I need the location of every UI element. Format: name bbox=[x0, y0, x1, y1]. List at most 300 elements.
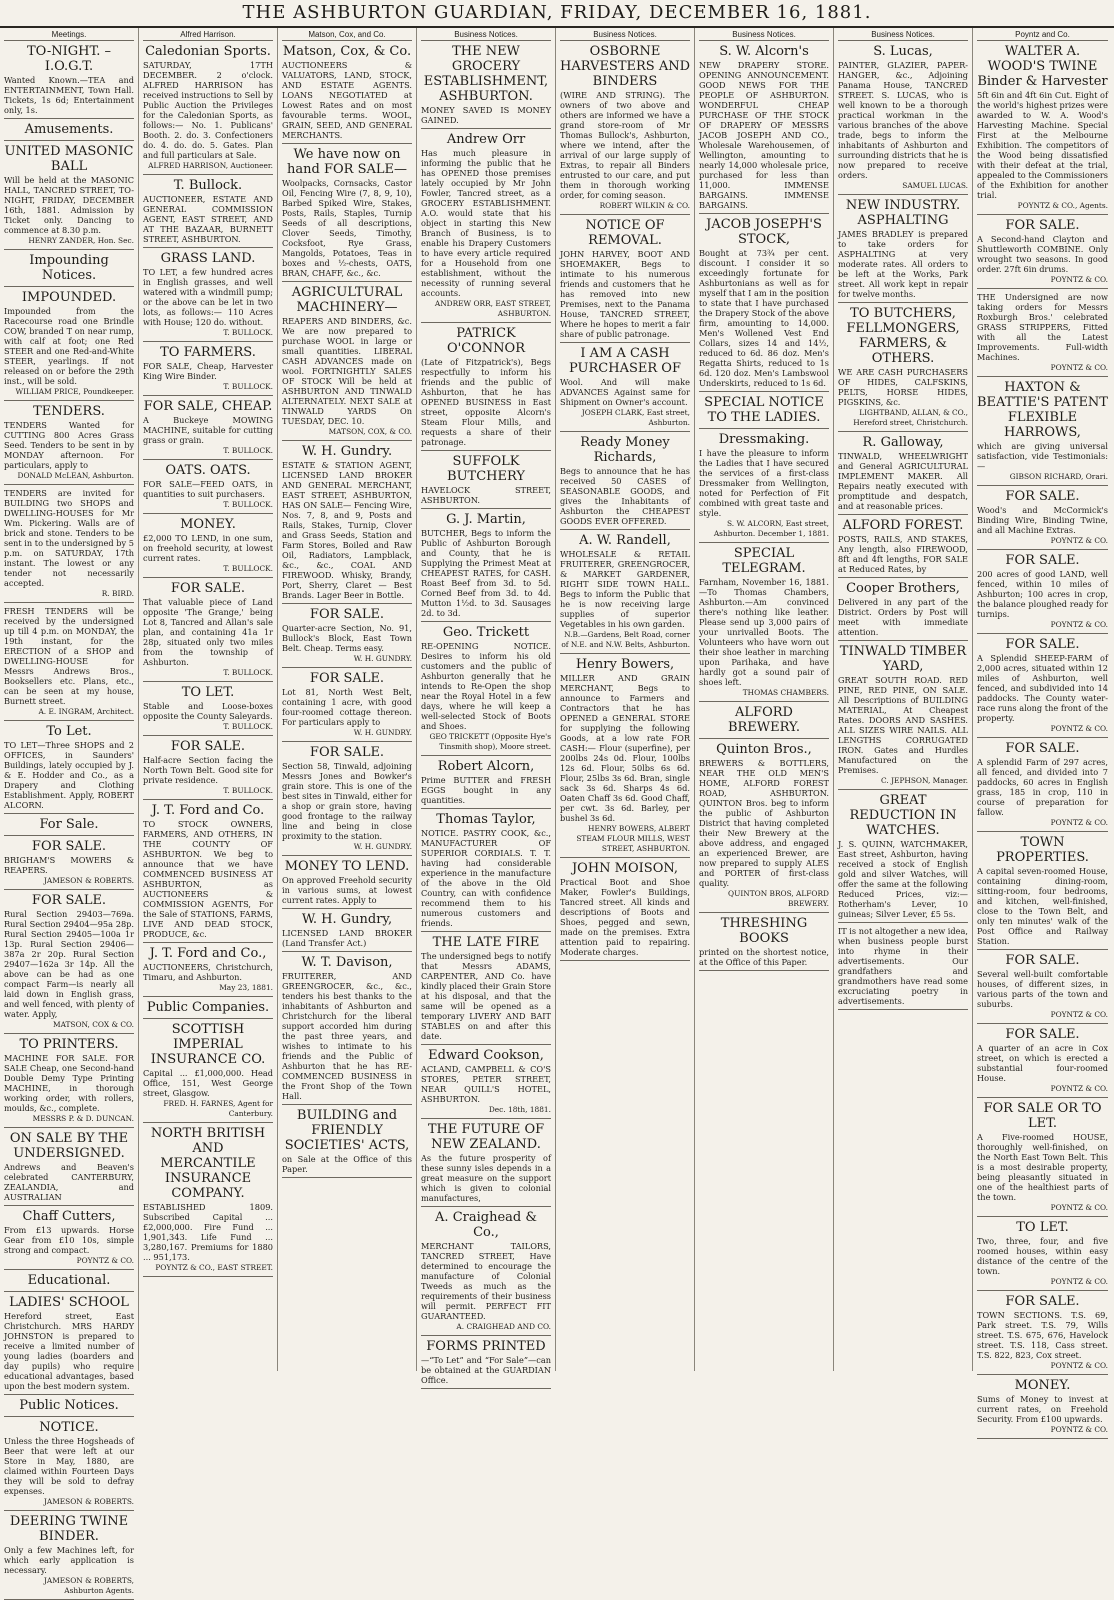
advertisement bbox=[560, 861, 690, 961]
advertisement bbox=[699, 546, 829, 702]
ad-divider bbox=[282, 1104, 412, 1105]
advertisement bbox=[282, 955, 412, 1105]
advertisement bbox=[838, 793, 968, 923]
advertisement bbox=[4, 893, 134, 1034]
ad-title: TO BUTCHERS, FELLMONGERS, FARMERS, & OTHERS. bbox=[846, 306, 960, 366]
column-heading: Matson, Cox, and Co. bbox=[282, 30, 412, 41]
column-heading: Poyntz and Co. bbox=[977, 30, 1108, 41]
advertisement bbox=[282, 607, 412, 668]
ad-body: 5ft 6in and 4ft 6in Cut. Eight of the world's highest prizes were awarded to W. A. Wood's Harvesting Machine. Special First at the Melbourne Exhibition. The competitors of the Wood being dissatisfied with their defeat at the trial, appealed to the Commissioners of the Exhibition for another trial. bbox=[977, 90, 1108, 200]
ad-body: GREAT SOUTH ROAD. RED PINE, RED PINE, ON SALE. All Descriptions of BUILDING MATERIAL, At Cheapest Rates. DOORS AND SASHES. ALL SIZES WIRE NAILS. ALL LENGTHS CORRUGATED IRON. Gates and Hurdles Manufactured on the Premises. bbox=[838, 675, 968, 775]
ad-body: Has much pleasure in informing the public that he has OPENED those premises lately occupied by Mr John Fowler, Tancred street, as a GROCERY ESTABLISHMENT. A.O. would state that his object in starting this New Branch of Business, is to enable his Drapery Customers to have every article required for a Household from one establishment, without the necessity of running several accounts. bbox=[421, 148, 551, 298]
ad-divider bbox=[560, 857, 690, 858]
ad-signature: QUINTON BROS, ALFORD BREWERY. bbox=[728, 889, 829, 908]
ad-divider bbox=[421, 808, 551, 809]
ad-title: FOR SALE, CHEAP. bbox=[143, 399, 273, 414]
ad-body: A Buckeye MOWING MACHINE, suitable for cutting grass or grain. bbox=[143, 415, 273, 445]
advertisement bbox=[977, 292, 1108, 377]
ad-body: FOR SALE—FEED OATS, in quantities to suit purchasers. bbox=[143, 479, 273, 499]
ad-title: FOR SALE. bbox=[170, 581, 246, 596]
advertisement bbox=[699, 705, 829, 739]
ad-signature: S. W. ALCORN, East street, Ashburton. December 1, 1881. bbox=[713, 519, 829, 538]
ad-signature: W. H. GUNDRY. bbox=[353, 842, 412, 851]
ad-body: TENDERS Wanted for CUTTING 800 Acres Grass Seed. Tenders to be sent in by MONDAY afternoon. For particulars, apply to bbox=[4, 420, 134, 470]
advertisement bbox=[699, 432, 829, 543]
ad-signature: T. BULLOCK. bbox=[223, 786, 273, 795]
ad-signature: T. BULLOCK. bbox=[223, 500, 273, 509]
ad-divider bbox=[282, 951, 412, 952]
ad-title: TO FARMERS. bbox=[160, 345, 256, 360]
ad-divider bbox=[421, 1044, 551, 1045]
ad-title: Andrew Orr bbox=[446, 132, 526, 147]
ad-body: JAMES BRADLEY is prepared to take orders for ASPHALTING at very moderate rates. All orders to be left at the Works, Park street. All work kept in repair for twelve months. bbox=[838, 229, 968, 299]
ad-body: From £13 upwards. Horse Gear from £10 10s, simple strong and compact. bbox=[4, 1225, 134, 1255]
ad-body: Hereford street, East Christchurch. MRS HARDY JOHNSTON is prepared to receive a limited number of young ladies (boarders and day pupils) who require educational advantages, based upon the best modern system. bbox=[4, 1311, 134, 1391]
ad-divider bbox=[4, 835, 134, 836]
ad-signature: POYNTZ & CO. bbox=[1050, 620, 1108, 629]
advertisement bbox=[421, 759, 551, 809]
ad-body: The undersigned begs to notify that Messrs ADAMS, CARPENTER, AND Co. have kindly placed their Grain Store at his disposal, and that the same will be opened as a temporary LIVERY AND BAIT STABLES on and after this date. bbox=[421, 951, 551, 1041]
ad-title: A. Craighead & Co., bbox=[435, 1210, 537, 1240]
ad-title: THE NEW GROCERY ESTABLISHMENT, ASHBURTON. bbox=[423, 44, 549, 104]
ad-title: I AM A CASH PURCHASER OF bbox=[569, 346, 681, 376]
ad-divider bbox=[977, 214, 1108, 215]
ad-title: R. Galloway, bbox=[862, 435, 944, 450]
advertisement bbox=[143, 345, 273, 396]
ad-title: Geo. Trickett bbox=[442, 625, 530, 640]
ad-body: That valuable piece of Land opposite 'The Grange,' being Lot 8, Tancred and Allan's sale plan, and containing 41a 1r 28p, situated only two miles from the township of Ashburton. bbox=[143, 597, 273, 667]
ad-signature: ROBERT WILKIN & CO. bbox=[599, 201, 690, 210]
advertisement bbox=[421, 1122, 551, 1207]
advertisement bbox=[143, 739, 273, 800]
ad-title: To Let. bbox=[46, 724, 92, 739]
ad-body: (Late of Fitzpatrick's), Begs respectfully to inform his friends and the public of Ashburton, that he has OPENED BUSINESS in East street, opposite Alcorn's Steam Flour Mills, and requests a share of their patronage. bbox=[421, 357, 551, 447]
ad-body: Begs to announce that he has received 50 CASES of SEASONABLE GOODS, and gives the Inhabitants of Ashburton the CHEAPEST GOODS EVER OFFERED. bbox=[560, 466, 690, 526]
ad-body: THE Undersigned are now taking orders for Messrs Roxburgh Bros.' celebrated GRASS STRIPPERS, Fitted with all the Latest Improvements. Full-width Machines. bbox=[977, 292, 1108, 362]
ad-signature: R. BIRD. bbox=[101, 589, 134, 598]
ad-title: OATS. OATS. bbox=[165, 463, 251, 478]
ad-signature: POYNTZ & CO. bbox=[1050, 536, 1108, 545]
ad-title: JOHN MOISON, bbox=[571, 861, 679, 876]
ad-divider bbox=[143, 174, 273, 175]
ad-signature: JOSEPH CLARK, East street, Ashburton. bbox=[581, 408, 690, 427]
ad-title: FOR SALE. bbox=[1005, 218, 1080, 233]
ad-title: SPECIAL TELEGRAM. bbox=[722, 546, 806, 576]
ad-divider bbox=[421, 1206, 551, 1207]
advertisement bbox=[699, 916, 829, 971]
ad-divider bbox=[421, 755, 551, 756]
ad-divider bbox=[977, 1216, 1108, 1217]
ad-body: A capital seven-roomed House, containing dining-room, sitting-room, four bedrooms, and kitchen, well-finished, close to the Town Belt, and only ten minutes' walk of the Post Office and Railway Station. bbox=[977, 866, 1108, 946]
ad-title: MONEY. bbox=[1014, 1378, 1071, 1393]
ad-divider bbox=[143, 1018, 273, 1019]
advertisement bbox=[977, 1294, 1108, 1375]
ad-title: MONEY. bbox=[180, 517, 236, 532]
column-heading: Business Notices. bbox=[838, 30, 968, 41]
ad-signature: WILLIAM PRICE, Poundkeeper. bbox=[15, 387, 134, 396]
ad-divider bbox=[4, 720, 134, 721]
ad-title: FOR SALE. bbox=[309, 607, 385, 622]
ad-body: MACHINE FOR SALE. FOR SALE Cheap, one Second-hand Double Demy Type Printing MACHINE, in thorough working order, with rollers, moulds, &c., complete. bbox=[4, 1053, 134, 1113]
advertisement bbox=[4, 44, 134, 119]
ad-title: TENDERS. bbox=[33, 404, 105, 419]
ad-divider bbox=[143, 942, 273, 943]
ad-body: on Sale at the Office of this Paper. bbox=[282, 1154, 412, 1174]
ad-title: UNITED MASONIC BALL bbox=[4, 144, 134, 174]
ad-divider bbox=[699, 912, 829, 913]
ad-title: ON SALE BY THE UNDERSIGNED. bbox=[9, 1131, 129, 1161]
ad-signature: GEO TRICKETT (Opposite Hye's Tinsmith shop), Moore street. bbox=[429, 732, 551, 751]
ad-signature: May 23, 1881. bbox=[219, 983, 273, 992]
advertisement bbox=[699, 395, 829, 429]
advertisement bbox=[421, 1048, 551, 1119]
ad-title: W. H. Gundry, bbox=[301, 912, 393, 927]
advertisement bbox=[838, 44, 968, 195]
ad-title: Thomas Taylor, bbox=[436, 812, 536, 827]
advertisement bbox=[4, 404, 134, 485]
ad-title: TO PRINTERS. bbox=[19, 1037, 119, 1052]
ad-body: Lot 81, North West Belt, containing 1 acre, with good four-roomed cottage thereon. For particulars apply to bbox=[282, 687, 412, 727]
ad-body: MERCHANT TAILORS, TANCRED STREET, Have determined to encourage the manufacture of Colonial Tweeds as much as the requirements of their business will permit. PERFECT FIT GUARANTEED. bbox=[421, 1241, 551, 1321]
advertisement bbox=[282, 859, 412, 909]
ad-title: SUFFOLK BUTCHERY bbox=[447, 454, 525, 484]
advertisement bbox=[977, 380, 1108, 486]
ad-body: FRESH TENDERS will be received by the undersigned up till 4 p.m. on MONDAY, the 19th instant, for the ERECTION of a SHOP and DWELLING-HOUSE for Messrs Andrews Bros., Booksellers etc. Plans, etc., can be seen at my house, Burnett street. bbox=[4, 606, 134, 706]
ad-body: WHOLESALE & RETAIL FRUITERER, GREENGROCER, & MARKET GARDENER, RIGHT SIDE TOWN HALL. Begs to inform the Public that he is now receiving large supplies of superior Vegetables in his own garden. bbox=[560, 549, 690, 629]
advertisement bbox=[421, 1339, 551, 1389]
ad-body: FRUITERER, AND GREENGROCER, &c., &c., tenders his best thanks to the inhabitants of Ashburton and Christchurch for the liberal support accorded him during the past three years, and wishes to intimate to his friends and the Public of Ashburton that he has RE-COMMENCED BUSINESS in the Front Shop of the Town Hall. bbox=[282, 971, 412, 1101]
ad-divider bbox=[282, 440, 412, 441]
advertisement bbox=[143, 463, 273, 514]
ad-signature: ALFRED HARRISON, Auctioneer. bbox=[148, 161, 273, 170]
ad-divider bbox=[838, 640, 968, 641]
ad-body: Wool. And will make ADVANCES Against same for Shipment on Owner's account. bbox=[560, 377, 690, 407]
advertisement bbox=[977, 637, 1108, 738]
ad-title: Ready Money Richards, bbox=[580, 435, 670, 465]
ad-signature: GIBSON RICHARD, Orari. bbox=[1009, 472, 1108, 481]
ad-signature: Dec. 18th, 1881. bbox=[488, 1105, 551, 1114]
ad-divider bbox=[282, 855, 412, 856]
ad-title: Amusements. bbox=[24, 122, 114, 137]
ad-body: FOR SALE, Cheap, Harvester King Wire Binder. bbox=[143, 361, 273, 381]
advertisement bbox=[838, 198, 968, 303]
ad-divider bbox=[560, 653, 690, 654]
ad-title: J. T. Ford and Co., bbox=[149, 946, 267, 961]
ad-body: Andrews and Beaven's celebrated CANTERBURY, ZEALANDIA, and AUSTRALIAN bbox=[4, 1162, 134, 1202]
ad-title: THE LATE FIRE bbox=[432, 935, 540, 950]
advertisement bbox=[838, 581, 968, 641]
advertisement bbox=[4, 1514, 134, 1600]
ad-signature: T. BULLOCK. bbox=[223, 446, 273, 455]
ad-body: Unless the three Hogsheads of Beer that were left at our Store in May, 1880, are claimed within Fourteen Days they will be sold to defray expenses. bbox=[4, 1436, 134, 1496]
ad-body: REAPERS AND BINDERS, &c. We are now prepared to purchase WOOL in large or small quantities. LIBERAL CASH ADVANCES made on wool. FORTNIGHTLY SALES OF STOCK Will be held at ASHBURTON AND TINWALD ALTERNATELY. NEXT SALE at TINWALD YARDS On TUESDAY, DEC. 10. bbox=[282, 316, 412, 426]
ad-body: (WIRE AND STRING). The owners of two above and others are informed we have a grand store-room of Mr Thomas Bullock's, Ashburton, where we intend, after the arrival of our large supply of Extras, to repair all Binders entrusted to our care, and put them in thorough working order, for coming season. bbox=[560, 90, 690, 200]
columns bbox=[0, 28, 1114, 1595]
ad-title: Henry Bowers, bbox=[575, 657, 675, 672]
ad-body: BRIGHAM'S MOWERS & REAPERS. bbox=[4, 855, 134, 875]
ad-signature: POYNTZ & CO. bbox=[1050, 1277, 1108, 1286]
advertisement bbox=[4, 488, 134, 603]
ad-divider bbox=[4, 1205, 134, 1206]
ad-title: Edward Cookson, bbox=[428, 1048, 544, 1063]
ad-body: —“To Let” and “For Sale”—can be obtained at the GUARDIAN Office. bbox=[421, 1355, 551, 1385]
ad-signature: LIGHTBAND, ALLAN, & CO., Hereford street, Christchurch. bbox=[853, 408, 968, 427]
ad-divider bbox=[977, 1097, 1108, 1098]
ad-title: THE FUTURE OF NEW ZEALAND. bbox=[427, 1122, 545, 1152]
advertisement bbox=[143, 1022, 273, 1123]
ad-signature: T. BULLOCK. bbox=[223, 722, 273, 731]
ad-divider bbox=[282, 741, 412, 742]
advertisement bbox=[560, 218, 690, 343]
ad-divider bbox=[838, 194, 968, 195]
ad-title: Matson, Cox, & Co. bbox=[282, 44, 412, 59]
ad-title: LADIES' SCHOOL bbox=[9, 1295, 129, 1310]
ad-body: Several well-built comfortable houses, of different sizes, in various parts of the town and suburbs. bbox=[977, 969, 1108, 1009]
ad-divider bbox=[560, 431, 690, 432]
ad-body: £2,000 TO LEND, in one sum, on freehold security, at lowest current rates. bbox=[143, 533, 273, 563]
ad-divider bbox=[977, 1023, 1108, 1024]
column-4 bbox=[417, 28, 556, 1385]
column-3 bbox=[278, 28, 417, 1371]
advertisement bbox=[282, 147, 412, 282]
ad-title: NOTICE. bbox=[39, 1420, 99, 1435]
ad-title: FOR SALE. bbox=[1005, 553, 1080, 568]
ad-body: NOTICE. PASTRY COOK, &c., MANUFACTURER OF SUPERIOR CORDIALS. T. T. having had considerable experience in the manufacture of the above in the Old Country, can with confidence recommend them to his numerous customers and friends. bbox=[421, 828, 551, 928]
advertisement bbox=[977, 489, 1108, 550]
ad-divider bbox=[282, 281, 412, 282]
ad-signature: POYNTZ & CO. bbox=[1050, 1425, 1108, 1434]
ad-divider bbox=[838, 514, 968, 515]
advertisement bbox=[560, 657, 690, 858]
ad-divider bbox=[421, 931, 551, 932]
ad-body: WE ARE CASH PURCHASERS OF HIDES, CALFSKINS, PELTS, HORSE HIDES, PIGSKINS, &c. bbox=[838, 367, 968, 407]
ad-body: which are giving universal satisfaction, vide Testimonials:— bbox=[977, 441, 1108, 471]
ad-body: Only a few Machines left, for which early application is necessary. bbox=[4, 1545, 134, 1575]
ad-body: Wanted Known.—TEA and ENTERTAINMENT, Town Hall. Tickets, 1s 6d; Entertainment only, 1s. bbox=[4, 75, 134, 115]
advertisement bbox=[699, 44, 829, 214]
ad-signature: T. BULLOCK. bbox=[223, 564, 273, 573]
ad-divider bbox=[699, 213, 829, 214]
ad-title: Chaff Cutters, bbox=[22, 1209, 116, 1224]
ad-title: S. Lucas, bbox=[873, 44, 933, 59]
ad-signature: FRED. H. FARNES, Agent for Canterbury. bbox=[163, 1099, 273, 1118]
ad-divider bbox=[4, 1510, 134, 1511]
ad-body: Bought at 73¾ per cent. discount. I consider it so exceedingly fortunate for Ashburtonians as well as for myself that I am in the position to state that I have purchased the Drapery Stock of the above firm, amounting to 14,000. Men's Wollened Vest End Collars, sizes 14 and 14½, reduced to 6d. 86 doz. Men's Regatta Shirts, reduced to 1s 6d. 120 doz. Men's Lambswool Underskirts, reduced to 1s 6d. bbox=[699, 248, 829, 388]
ad-body: TO LET—Three SHOPS and 2 OFFICES, in Saunders' Buildings, lately occupied by J. & E. Hodder and Co., as a Drapery and Clothing Establishment. Apply, ROBERT ALCORN. bbox=[4, 740, 134, 810]
ad-body: As the future prosperity of these sunny isles depends in a great measure on the support which is given to colonial manufactures, bbox=[421, 1153, 551, 1203]
advertisement bbox=[977, 1220, 1108, 1291]
ad-body: AUCTIONEERS & VALUATORS, LAND, STOCK, AND ESTATE AGENTS. LOANS NEGOTIATED at Lowest Rates and on most favourable terms. WOOL, GRAIN, SEED, AND GENERAL MERCHANTS. bbox=[282, 60, 412, 140]
ad-divider bbox=[143, 459, 273, 460]
ad-title: Dressmaking. bbox=[718, 432, 810, 447]
ad-body: NEW DRAPERY STORE. OPENING ANNOUNCEMENT. GOOD NEWS FOR THE PEOPLE OF ASHBURTON. WONDERFUL CHEAP PURCHASE OF THE STOCK OF DRAPERY OF MESSRS JACOB JOSEPH AND CO., Wholesale Warehousemen, of Wellington, amounting to nearly 14,000 wholesale price, purchased for less than 11,000. IMMENSE BARGAINS. IMMENSE BARGAINS. bbox=[699, 60, 829, 210]
ad-divider bbox=[977, 485, 1108, 486]
ad-signature: A. E. INGRAM, Architect. bbox=[38, 707, 134, 716]
ad-divider bbox=[838, 431, 968, 432]
advertisement bbox=[4, 290, 134, 401]
ad-signature: ANDREW ORR, EAST STREET, ASHBURTON. bbox=[434, 299, 551, 318]
ad-divider bbox=[421, 1118, 551, 1119]
ad-title: FOR SALE. bbox=[309, 745, 385, 760]
advertisement bbox=[421, 812, 551, 932]
ad-divider bbox=[143, 395, 273, 396]
advertisement bbox=[560, 533, 690, 654]
ad-title: J. T. Ford and Co. bbox=[151, 803, 265, 818]
ad-title: FOR SALE. bbox=[1005, 489, 1080, 504]
ad-divider bbox=[143, 513, 273, 514]
ad-signature: JAMESON & ROBERTS. bbox=[43, 1497, 134, 1506]
advertisement bbox=[4, 724, 134, 814]
ad-divider bbox=[838, 302, 968, 303]
ad-title: Educational. bbox=[27, 1273, 111, 1288]
ad-divider bbox=[4, 889, 134, 890]
ad-divider bbox=[4, 1269, 134, 1270]
ad-body: TO LET, a few hundred acres in English grasses, and well watered with a windmill pump; or the above can be let in two lots, as follows:— 110 Acres with House; 120 do. without. bbox=[143, 267, 273, 327]
advertisement bbox=[977, 1378, 1108, 1439]
ad-divider bbox=[143, 1122, 273, 1123]
advertisement bbox=[4, 839, 134, 890]
advertisement bbox=[838, 435, 968, 515]
ad-divider bbox=[699, 428, 829, 429]
ad-title: THRESHING BOOKS bbox=[720, 916, 808, 946]
ad-signature: THOMAS CHAMBERS. bbox=[742, 688, 829, 697]
ad-body: 200 acres of good LAND, well fenced, within 10 miles of Ashburton; 100 acres in crop, the balance ploughed ready for turnips. bbox=[977, 569, 1108, 619]
ad-divider bbox=[4, 484, 134, 485]
ad-body: ACLAND, CAMPBELL & CO'S STORES, PETER STREET, NEAR QUILL'S HOTEL, ASHBURTON. bbox=[421, 1064, 551, 1104]
advertisement bbox=[143, 1000, 273, 1019]
ad-body: TOWN SECTIONS. T.S. 69, Park street. T.S. 79, Wills street. T.S. 675, 676, Havelock street. T.S. 118, Cass street. T.S. 822, 823, Cox street. bbox=[977, 1310, 1108, 1360]
advertisement bbox=[421, 454, 551, 509]
ad-body: RE-OPENING NOTICE. Desires to inform his old customers and the public of Ashburton generally that he intends to Re-Open the shop near the Royal Hotel in a few days, where he will keep a well-selected Stock of Boots and Shoes. bbox=[421, 641, 551, 731]
ad-body: Sums of Money to invest at current rates, on Freehold Security. From £100 upwards. bbox=[977, 1394, 1108, 1424]
ad-divider bbox=[4, 118, 134, 119]
ad-body: Capital ... £1,000,000. Head Office, 151, West George street, Glasgow. bbox=[143, 1068, 273, 1098]
advertisement bbox=[838, 644, 968, 790]
ad-divider bbox=[143, 247, 273, 248]
ad-divider bbox=[282, 908, 412, 909]
ad-signature: HENRY ZANDER, Hon. Sec. bbox=[28, 236, 134, 245]
ad-divider bbox=[699, 391, 829, 392]
ad-body: TO STOCK OWNERS, FARMERS, AND OTHERS, IN THE COUNTY OF ASHBURTON. We beg to announce that we have COMMENCED BUSINESS AT ASHBURTON, as AUCTIONEERS & COMMISSION AGENTS, For the Sale of STATIONS, FARMS, LIVE AND DEAD STOCK, PRODUCE, &c. bbox=[143, 819, 273, 939]
advertisement bbox=[4, 1420, 134, 1511]
advertisement bbox=[4, 1131, 134, 1206]
ad-divider bbox=[977, 1290, 1108, 1291]
advertisement bbox=[4, 1273, 134, 1292]
advertisement bbox=[977, 1101, 1108, 1217]
advertisement bbox=[421, 326, 551, 451]
ad-body: A Second-hand Clayton and Shuttleworth COMBINE. Only wrought two seasons. In good order. 27ft 6in drums. bbox=[977, 234, 1108, 274]
advertisement bbox=[421, 512, 551, 622]
ad-body: Woolpacks, Cornsacks, Castor Oil, Fencing Wire (7, 8, 9, 10), Barbed Spiked Wire, Stakes, Posts, Rails, Staples, Turnip Seeds of all descriptions, Clover Seeds, Timothy, Cocksfoot, Rye Grass, Mangolds, Potatoes, Teas in boxes and ½-chests, OATS, BRAN, CHAFF, &c., &c. bbox=[282, 178, 412, 278]
advertisement bbox=[699, 217, 829, 392]
ad-body: POSTS, RAILS, AND STAKES, Any length, also FIREWOOD, 8ft and 4ft lengths, FOR SALE at Reduced Rates, by bbox=[838, 534, 968, 574]
ad-body: Quarter-acre Section, No. 91, Bullock's Block, East Town Belt. Cheap. Terms easy. bbox=[282, 623, 412, 653]
ad-divider bbox=[838, 577, 968, 578]
ad-body: TINWALD, WHEELWRIGHT and General AGRICULTURAL IMPLEMENT MAKER. All Repairs neatly executed with promptitude and despatch, and at reasonable prices. bbox=[838, 451, 968, 511]
ad-title: NEW INDUSTRY. ASPHALTING bbox=[845, 198, 961, 228]
ad-divider bbox=[977, 737, 1108, 738]
ad-divider bbox=[699, 738, 829, 739]
ad-signature: POYNTZ & CO. bbox=[1050, 818, 1108, 827]
ad-divider bbox=[143, 681, 273, 682]
ad-signature: MESSRS P. & D. DUNCAN. bbox=[32, 1114, 134, 1123]
ad-title: MONEY TO LEND. bbox=[284, 859, 410, 874]
ad-divider bbox=[4, 1416, 134, 1417]
ad-title: Cooper Brothers, bbox=[846, 581, 960, 596]
masthead: THE ASHBURTON GUARDIAN, FRIDAY, DECEMBER 16, 1881. bbox=[0, 0, 1114, 28]
ad-title: W. H. Gundry. bbox=[301, 444, 393, 459]
ad-signature: POYNTZ & CO. bbox=[1050, 1361, 1108, 1370]
advertisement bbox=[977, 953, 1108, 1024]
ad-signature: N.B.—Gardens, Belt Road, corner of N.E. and N.W. Belts, Ashburton. bbox=[561, 630, 690, 649]
advertisement bbox=[282, 912, 412, 952]
ad-divider bbox=[4, 140, 134, 141]
ad-divider bbox=[4, 1394, 134, 1395]
advertisement bbox=[143, 581, 273, 682]
ad-body: AUCTIONEERS, Christchurch, Timaru, and Ashburton. bbox=[143, 962, 273, 982]
ad-title: FOR SALE OR TO LET. bbox=[983, 1101, 1102, 1131]
ad-divider bbox=[143, 735, 273, 736]
advertisement bbox=[977, 218, 1108, 289]
ad-body: J. S. QUINN, WATCHMAKER, East street, Ashburton, having received a stock of English gold and silver Watches, will offer the same at the following Reduced Prices, viz:— Rotherham's Lever, 10 guineas; Silver Lever, £5 5s. bbox=[838, 839, 968, 919]
advertisement bbox=[4, 253, 134, 287]
ad-signature: POYNTZ & CO., Agents. bbox=[1017, 201, 1108, 210]
advertisement bbox=[421, 935, 551, 1045]
ad-divider bbox=[143, 577, 273, 578]
ad-body: Impounded from the Racecourse road one Brindle COW, branded T on near rump, with calf at foot; one Red STEER and one Red-and-White STEER, yearlings. If not released on or before the 29th inst., will be sold. bbox=[4, 306, 134, 386]
ad-signature: JAMESON & ROBERTS. bbox=[43, 876, 134, 885]
ad-title: FOR SALE. bbox=[1005, 741, 1080, 756]
ad-divider bbox=[282, 1177, 412, 1178]
ad-body: BUTCHER, Begs to inform the Public of Ashburton Borough and County, that he is Supplying the Primest Meat at CHEAPEST RATES, for CASH. Roast Beef from 3d. to 5d. Corned Beef from 3d. to 4d. Mutton 1½d. to 3d. Sausages 2d. to 3d. bbox=[421, 528, 551, 618]
ad-signature: T. BULLOCK. bbox=[223, 382, 273, 391]
ad-title: Impounding Notices. bbox=[29, 253, 109, 283]
column-6 bbox=[695, 28, 834, 1371]
ad-divider bbox=[699, 701, 829, 702]
ad-signature: T. BULLOCK. bbox=[223, 668, 273, 677]
ad-signature: T. BULLOCK. bbox=[223, 328, 273, 337]
advertisement bbox=[838, 926, 968, 1010]
ad-divider bbox=[699, 970, 829, 971]
ad-divider bbox=[560, 342, 690, 343]
column-1 bbox=[0, 28, 139, 1595]
column-heading: Business Notices. bbox=[421, 30, 551, 41]
ad-title: PATRICK O'CONNOR bbox=[446, 326, 526, 356]
ad-title: FOR SALE. bbox=[31, 839, 107, 854]
advertisement bbox=[143, 517, 273, 578]
ad-divider bbox=[977, 1438, 1108, 1439]
advertisement bbox=[977, 741, 1108, 832]
ad-title: BUILDING and FRIENDLY SOCIETIES' ACTS, bbox=[284, 1108, 410, 1153]
ad-divider bbox=[699, 542, 829, 543]
ad-body: LICENSED LAND BROKER (Land Transfer Act.) bbox=[282, 928, 412, 948]
ad-title: We have now on hand FOR SALE— bbox=[287, 147, 407, 177]
advertisement bbox=[143, 946, 273, 997]
ad-title: FOR SALE. bbox=[170, 739, 246, 754]
ad-title: FOR SALE. bbox=[1005, 953, 1080, 968]
ad-title: FORMS PRINTED bbox=[426, 1339, 546, 1354]
ad-divider bbox=[838, 789, 968, 790]
advertisement bbox=[4, 1037, 134, 1128]
ad-body: Farnham, November 16, 1881.—To Thomas Chambers, Ashburton.—Am convinced there's nothing like leather. Please send up 3,000 pairs of your unrivalled Boots. The Volunteers who have worn out their shoe leather in marching upon Parihaka, and have hardly got a sound pair of shoes left. bbox=[699, 577, 829, 687]
ad-title: A. W. Randell, bbox=[579, 533, 671, 548]
ad-signature: HENRY BOWERS, ALBERT STEAM FLOUR MILLS, WEST STREET, ASHBURTON. bbox=[576, 824, 690, 853]
advertisement bbox=[421, 44, 551, 129]
ad-signature: C. JEPHSON, Manager. bbox=[881, 776, 968, 785]
ad-body: Two, three, four, and five roomed houses, within easy distance of the centre of the town. bbox=[977, 1236, 1108, 1276]
advertisement bbox=[282, 1108, 412, 1178]
ad-signature: DONALD McLEAN, Ashburton. bbox=[17, 471, 134, 480]
